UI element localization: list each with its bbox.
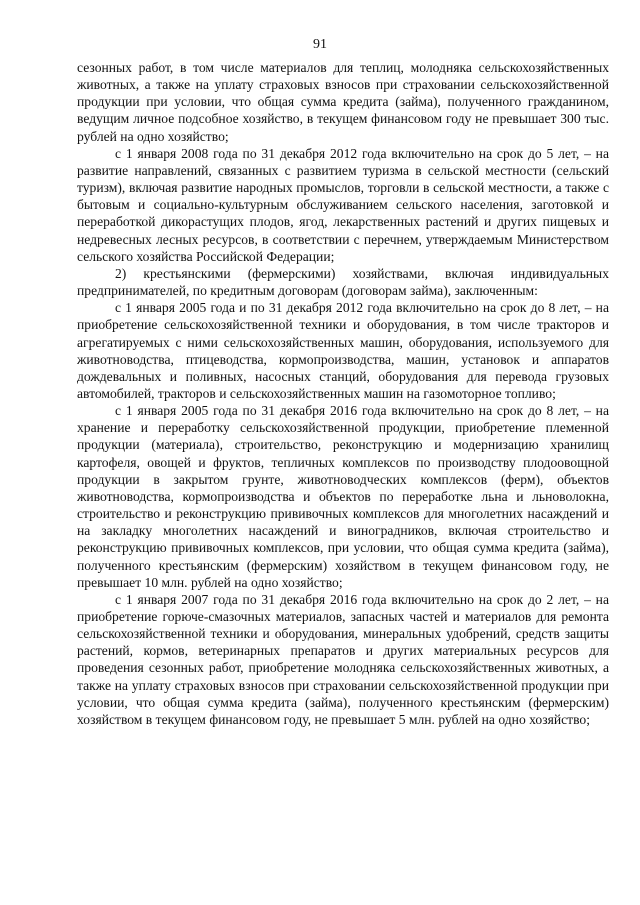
paragraph-farm-households-heading: 2) крестьянскими (фермерскими) хозяйствами, включая индивидуальных предпринимателей, по кредитным договорам (договорам займа), заключенным: (77, 265, 609, 299)
paragraph-seasonal-loans: с 1 января 2007 года по 31 декабря 2016 года включительно на срок до 2 лет, – на приобретение горюче-смазочных материалов, запасных частей и материалов для ремонта сельскохозяйственной техники и оборудования, минеральных удобрений, средств защиты растений, кормов, ветеринарных препаратов и других материальных ресурсов для проведения сезонных работ, приобретение молодняка сельскохозяйственных животных, а также на уплату страховых взносов при страховании сельскохозяйственной продукции при условии, что общая сумма кредита (займа), полученного крестьянским (фермерским) хозяйством в текущем финансовом году, не превышает 5 млн. рублей на одно хозяйство; (77, 591, 609, 727)
document-body (77, 59, 609, 728)
paragraph-rural-tourism: с 1 января 2008 года по 31 декабря 2012 года включительно на срок до 5 лет, – на развитие направлений, связанных с развитием туризма в сельской местности (сельский туризм), включая развитие народных промыслов, торговли в сельской местности, а также с бытовым и социально-культурным обслуживанием сельского населения, заготовкой и переработкой дикорастущих плодов, ягод, лекарственных растений и других пищевых и недревесных лесных ресурсов, в соответствии с перечнем, утверждаемым Министерством сельского хозяйства Российской Федерации; (77, 145, 609, 264)
page-number: 91 (313, 37, 327, 52)
paragraph-continuation: сезонных работ, в том числе материалов для теплиц, молодняка сельскохозяйственных животных, а также на уплату страховых взносов при страховании сельскохозяйственной продукции при условии, что общая сумма кредита (займа), полученного гражданином, ведущим личное подсобное хозяйство, в текущем финансовом году не превышает 300 тыс. рублей на одно хозяйство; (77, 60, 609, 144)
paragraph-processing-loans: с 1 января 2005 года по 31 декабря 2016 года включительно на срок до 8 лет, – на хранение и переработку сельскохозяйственной продукции, приобретение племенной продукции (материала), строительство, реконструкцию и модернизацию хранилищ картофеля, овощей и фруктов, тепличных комплексов по производству плодоовощной продукции в закрытом грунте, животноводческих комплексов (ферм), объектов животноводства, кормопроизводства и объектов по переработке льна и льноволокна, строительство и реконструкцию прививочных комплексов для многолетних насаждений и на закладку многолетних насаждений и виноградников, включая строительство и реконструкцию прививочных комплексов, при условии, что общая сумма кредита (займа), полученного крестьянским (фермерским) хозяйством в текущем финансовом году, не превышает 10 млн. рублей на одно хозяйство; (77, 403, 609, 590)
paragraph-machinery-loans: с 1 января 2005 года и по 31 декабря 2012 года включительно на срок до 8 лет, – на приобретение сельскохозяйственной техники и оборудования, в том числе тракторов и агрегатируемых с ними сельскохозяйственных машин, оборудования, используемого для животноводства, птицеводства, кормопроизводства, машин, установок и аппаратов дождевальных и поливных, насосных станций, оборудования для перевода грузовых автомобилей, тракторов и сельскохозяйственных машин на газомоторное топливо; (77, 300, 609, 401)
